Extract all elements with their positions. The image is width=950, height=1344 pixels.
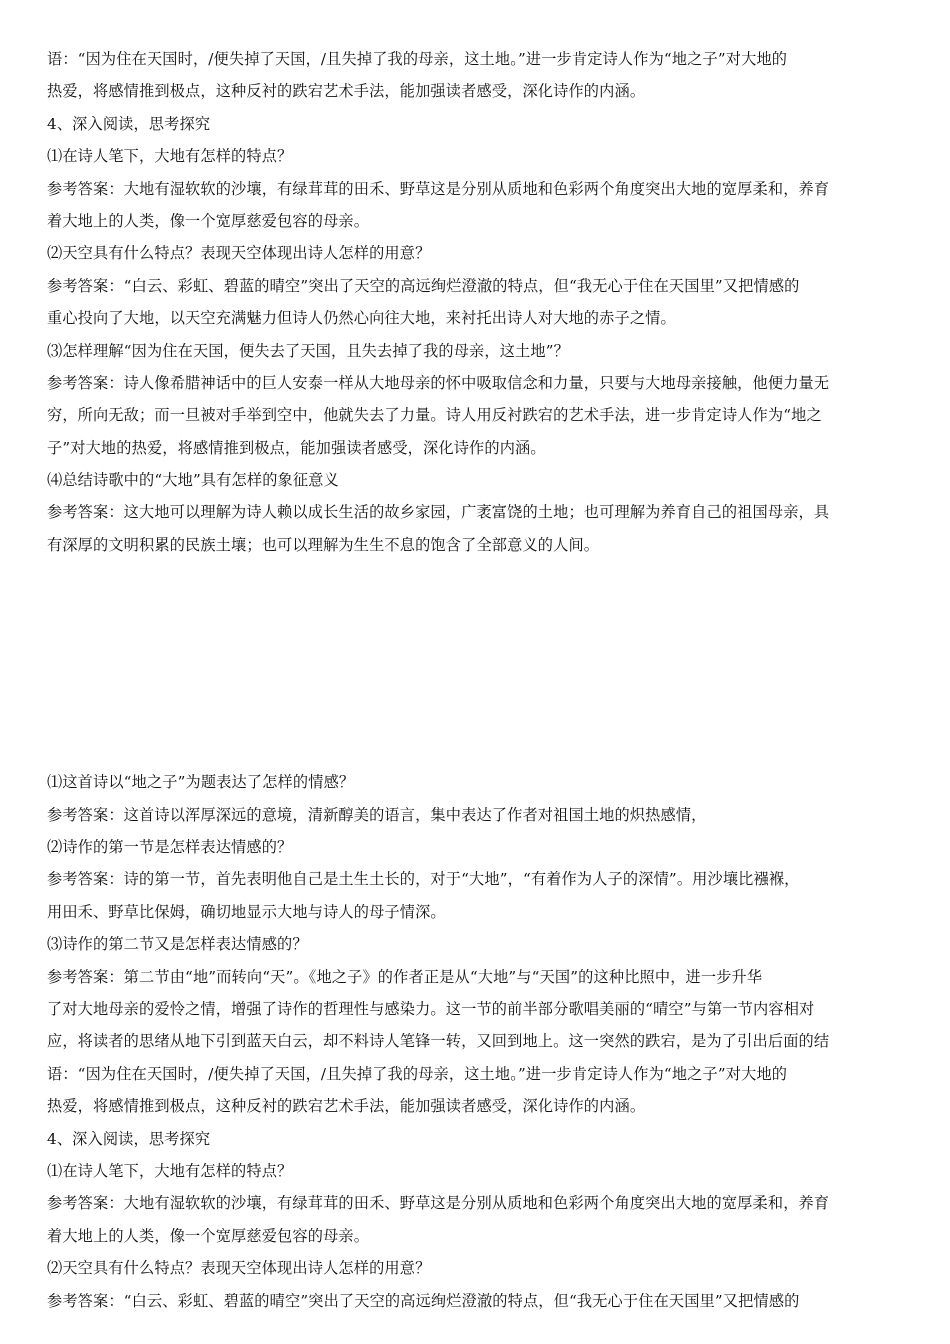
text-line: ⑴在诗人笔下，大地有怎样的特点？ <box>47 147 293 166</box>
text-line: ⑵诗作的第一节是怎样表达情感的？ <box>47 838 293 857</box>
text-line: 有深厚的文明积累的民族土壤；也可以理解为生生不息的饱含了全部意义的人间。 <box>47 535 600 554</box>
text-line: 应，将读者的思绪从地下引到蓝天白云，却不料诗人笔锋一转，又回到地上。这一突然的跌宕，是为了引出后面的结 <box>47 1032 830 1051</box>
document-page <box>47 0 905 1317</box>
text-line: 参考答案：第二节由“地”而转向“天”。《地之子》的作者正是从“大地”与“天国”的这种比照中，进一步升华 <box>47 967 763 986</box>
text-line: 热爱，将感情推到极点，这种反衬的跌宕艺术手法，能加强读者感受，深化诗作的内涵。 <box>47 1097 646 1116</box>
text-line: ⑶怎样理解“因为住在天国，便失去了天国，且失去掉了我的母亲，这土地”？ <box>47 341 569 360</box>
text-block-bottom <box>47 766 905 1317</box>
text-line: 用田禾、野草比保姆，确切地显示大地与诗人的母子情深。 <box>47 902 446 921</box>
text-line: 语：“因为住在天国时，/便失掉了天国，/且失掉了我的母亲，这土地。”进一步肯定诗人作为“地之子”对大地的 <box>47 1064 788 1083</box>
text-line: 参考答案：“白云、彩虹、碧蓝的晴空”突出了天空的高远绚烂澄澈的特点，但“我无心于住在天国里”又把情感的 <box>47 1291 800 1310</box>
text-line: ⑴在诗人笔下，大地有怎样的特点？ <box>47 1161 293 1180</box>
text-line: 参考答案：诗的第一节，首先表明他自己是土生土长的，对于“大地”，“有着作为人子的深情”。用沙壤比襁褓， <box>47 870 800 889</box>
text-line: ⑶诗作的第二节又是怎样表达情感的？ <box>47 935 308 954</box>
text-line: 参考答案：大地有湿软软的沙壤，有绿茸茸的田禾、野草这是分别从质地和色彩两个角度突出大地的宽厚柔和，养育 <box>47 1194 830 1213</box>
text-line: 4、深入阅读，思考探究 <box>47 1129 211 1148</box>
text-line: 参考答案：诗人像希腊神话中的巨人安泰一样从大地母亲的怀中吸取信念和力量，只要与大地母亲接触，他便力量无 <box>47 373 830 392</box>
text-line: ⑴这首诗以“地之子”为题表达了怎样的情感？ <box>47 773 355 792</box>
text-line: ⑵天空具有什么特点？表现天空体现出诗人怎样的用意？ <box>47 1259 431 1278</box>
text-line: 子”对大地的热爱，将感情推到极点，能加强读者感受，深化诗作的内涵。 <box>47 438 546 457</box>
text-line: 参考答案：这首诗以浑厚深远的意境，清新醇美的语言，集中表达了作者对祖国土地的炽热感情， <box>47 805 707 824</box>
text-block-top <box>47 43 905 561</box>
text-line: 穷，所向无敌；而一旦被对手举到空中，他就失去了力量。诗人用反衬跌宕的艺术手法，进一步肯定诗人作为“地之 <box>47 406 822 425</box>
text-line: 4、深入阅读，思考探究 <box>47 114 211 133</box>
text-line: 语：“因为住在天国时，/便失掉了天国，/且失掉了我的母亲，这土地。”进一步肯定诗人作为“地之子”对大地的 <box>47 50 788 68</box>
text-line: 重心投向了大地，以天空充满魅力但诗人仍然心向往大地，来衬托出诗人对大地的赤子之情。 <box>47 309 676 328</box>
text-line: 参考答案：“白云、彩虹、碧蓝的晴空”突出了天空的高远绚烂澄澈的特点，但“我无心于住在天国里”又把情感的 <box>47 276 800 295</box>
text-line: 参考答案：这大地可以理解为诗人赖以成长生活的故乡家园，广袤富饶的土地；也可理解为养育自己的祖国母亲，具 <box>47 503 830 522</box>
text-line: 热爱，将感情推到极点，这种反衬的跌宕艺术手法，能加强读者感受，深化诗作的内涵。 <box>47 82 646 101</box>
text-line: ⑷总结诗歌中的“大地”具有怎样的象征意义 <box>47 471 339 490</box>
text-line: ⑵天空具有什么特点？表现天空体现出诗人怎样的用意？ <box>47 244 431 263</box>
text-line: 着大地上的人类，像一个宽厚慈爱包容的母亲。 <box>47 211 370 230</box>
text-line: 参考答案：大地有湿软软的沙壤，有绿茸茸的田禾、野草这是分别从质地和色彩两个角度突出大地的宽厚柔和，养育 <box>47 179 830 198</box>
text-line: 着大地上的人类，像一个宽厚慈爱包容的母亲。 <box>47 1226 370 1245</box>
text-line: 了对大地母亲的爱怜之情，增强了诗作的哲理性与感染力。这一节的前半部分歌唱美丽的“晴空”与第一节内容相对 <box>47 999 815 1018</box>
